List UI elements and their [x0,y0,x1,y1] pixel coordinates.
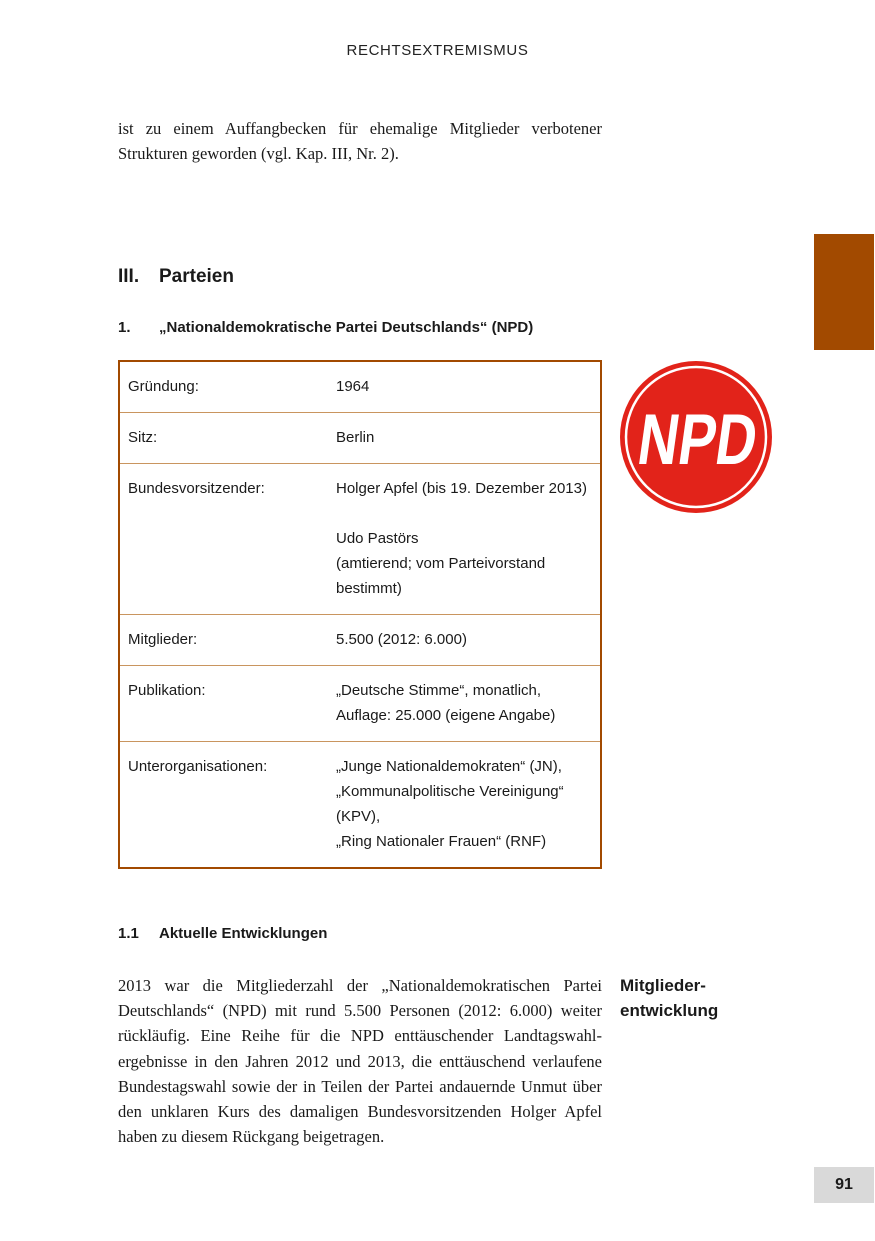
fact-value-line: Holger Apfel (bis 19. Dezember 2013) [336,480,587,497]
fact-value [336,476,592,601]
fact-label: Gründung: [128,378,199,395]
fact-row-publication [120,666,600,742]
fact-label: Mitglieder: [128,631,198,648]
fact-value-line: (amtierend; vom Parteivorstand [336,555,546,572]
fact-value-line: Auflage: 25.000 (eigene Angabe) [336,707,556,724]
fact-value-line: „Ring Nationaler Frauen“ (RNF) [336,833,547,850]
subsection-title: „Nationaldemokratische Partei Deutschlands“ (NPD) [159,319,534,336]
section-number: III. [118,266,140,287]
margin-note-line: entwicklung [620,1001,719,1020]
margin-note [620,973,750,1023]
running-header: RECHTSEXTREMISMUS [346,42,529,59]
section-title: Parteien [159,266,234,287]
subsection-heading [118,319,533,336]
fact-value-line: (KPV), [336,808,381,825]
fact-row-seat [120,413,600,464]
chapter-tab-marker [814,234,874,350]
intro-paragraph: ist zu einem Auffangbecken für ehemalige Mitglieder verbotener Strukturen geworden (vgl. Kap. III, Nr. 2). [118,119,602,163]
subsection-number: 1.1 [118,925,139,942]
fact-value [336,374,592,399]
subsection-heading-2 [118,925,327,942]
fact-value-line: „Junge Nationaldemokraten“ (JN), [336,758,562,775]
fact-value [336,754,592,854]
margin-note-line: Mitglieder- [620,976,706,995]
fact-row-members [120,615,600,666]
logo-text: NPD [633,400,797,480]
body-paragraph: 2013 war die Mitgliederzahl der „Nationaldemokratischen Partei Deutschlands“ (NPD) mit rund 5.500 Personen (2012: 6.000) weiter rückläufig. Eine Reihe für die NPD enttäuschender Landtagswahlergebnisse in den Jahren 2012 und 2013, die enttäuschend verlaufene Bundestagswahl sowie der in Teilen der Partei andauernde Unmut über den unklaren Kurs des damaligen Bundesvorsitzenden Holger Apfel haben zu diesem Rückgang beigetragen. [118,976,602,1147]
fact-value-line: 1964 [336,378,370,395]
fact-row-chairman [120,464,600,615]
fact-value-line: Berlin [336,429,375,446]
fact-value-spacer [336,501,592,526]
party-facts-table [118,360,602,869]
fact-value-line: Udo Pastörs [336,530,419,547]
fact-row-suborganizations [120,742,600,867]
fact-value [336,425,592,450]
fact-value-line: „Deutsche Stimme“, monatlich, [336,682,542,699]
fact-value [336,627,592,652]
fact-row-founding [120,362,600,413]
subsection-title: Aktuelle Entwicklungen [159,925,328,942]
fact-value [336,678,592,728]
fact-value-line: 5.500 (2012: 6.000) [336,631,467,648]
fact-label: Bundesvorsitzender: [128,480,265,497]
section-heading [118,266,234,288]
fact-label: Unterorganisationen: [128,758,268,775]
fact-value-line: „Kommunalpolitische Vereinigung“ [336,783,564,800]
fact-label: Sitz: [128,429,158,446]
subsection-number: 1. [118,319,131,336]
fact-label: Publikation: [128,682,206,699]
npd-logo-icon [619,360,797,514]
page-number: 91 [814,1167,874,1203]
fact-value-line: bestimmt) [336,580,402,597]
